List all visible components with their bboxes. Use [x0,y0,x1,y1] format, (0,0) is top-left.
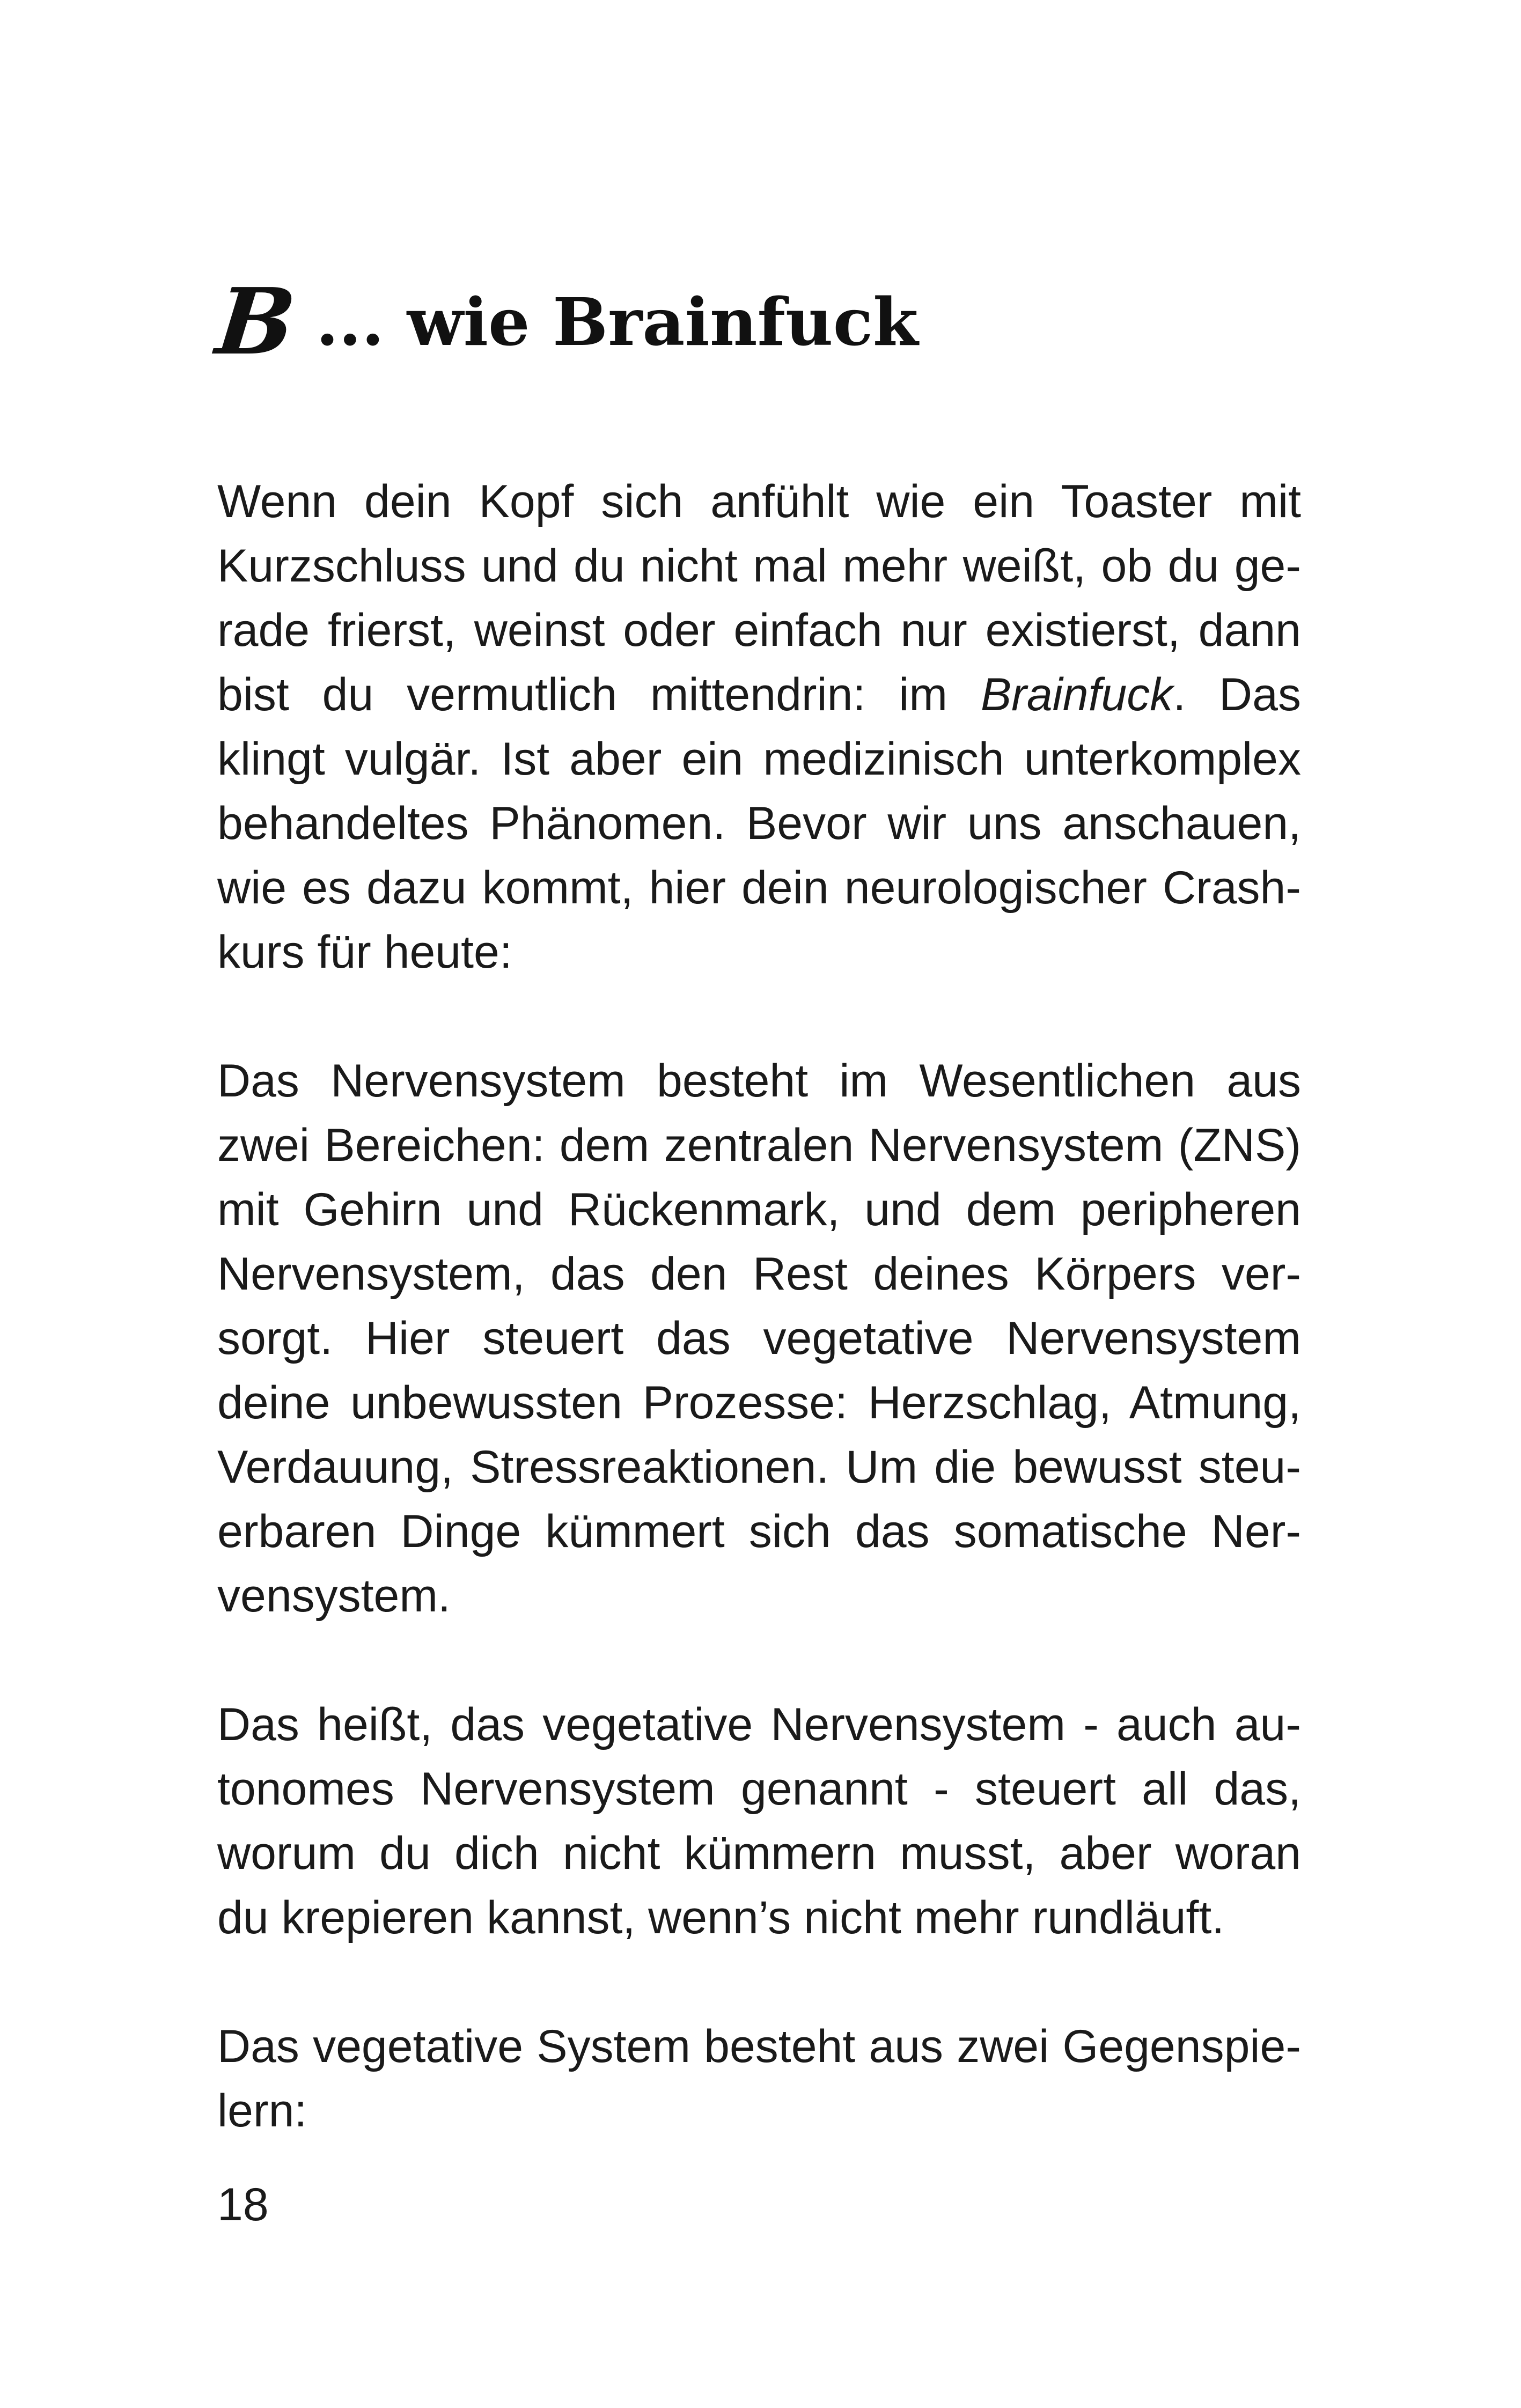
text-line: wie es dazu kommt, hier dein neurologischer Crash- [217,862,1301,914]
text-line: Das heißt, das vegetative Nervensystem - auch au- [217,1699,1301,1750]
text-line: zwei Bereichen: dem zentralen Nervensystem (ZNS) [217,1120,1301,1171]
paragraph-2 [217,1049,1301,1628]
page-number: 18 [217,2179,269,2230]
text-line: klingt vulgär. Ist aber ein medizinisch unterkomplex [217,733,1301,785]
text-line: Kurzschluss und du nicht mal mehr weißt, ob du ge- [217,540,1301,592]
italic-term-brainfuck: Brainfuck [980,669,1173,720]
text-line: Das Nervensystem besteht im Wesentlichen aus [217,1055,1301,1107]
paragraph-3 [217,1692,1301,1950]
chapter-letter: B [211,268,300,375]
text-line: sorgt. Hier steuert das vegetative Nervensystem [217,1313,1301,1364]
text-line: mit Gehirn und Rückenmark, und dem peripheren [217,1184,1301,1235]
paragraph-1 [217,469,1301,984]
text-line: Verdauung, Stressreaktionen. Um die bewusst steu- [217,1441,1301,1493]
text-line: deine unbewussten Prozesse: Herzschlag, Atmung, [217,1377,1301,1428]
text-line: du krepieren kannst, wenn’s nicht mehr rundläuft. [217,1892,1225,1943]
text-line: rade frierst, weinst oder einfach nur existierst, dann [217,605,1301,656]
text-line: erbaren Dinge kümmert sich das somatische Ner- [217,1506,1301,1557]
text-line: vensystem. [217,1570,451,1622]
chapter-title: ... wie Brainfuck [315,283,919,360]
text-before-italic: bist du vermutlich mittendrin: im [217,669,981,720]
text-line: behandeltes Phänomen. Bevor wir uns anschauen, [217,798,1301,849]
text-line: worum du dich nicht kümmern musst, aber woran [217,1828,1301,1879]
text-line: Wenn dein Kopf sich anfühlt wie ein Toaster mit [217,476,1301,527]
text-after-italic: . Das [1173,669,1301,720]
text-line: Das vegetative System besteht aus zwei Gegenspie- [217,2021,1301,2072]
body-text [217,469,1301,2207]
text-line: lern: [217,2085,307,2137]
text-line: tonomes Nervensystem genannt - steuert all das, [217,1763,1301,1815]
text-line: kurs für heute: [217,926,512,978]
chapter-heading [211,268,919,375]
paragraph-4 [217,2014,1301,2143]
text-line-with-italic [217,662,1301,727]
text-line: Nervensystem, das den Rest deines Körpers ver- [217,1248,1301,1300]
